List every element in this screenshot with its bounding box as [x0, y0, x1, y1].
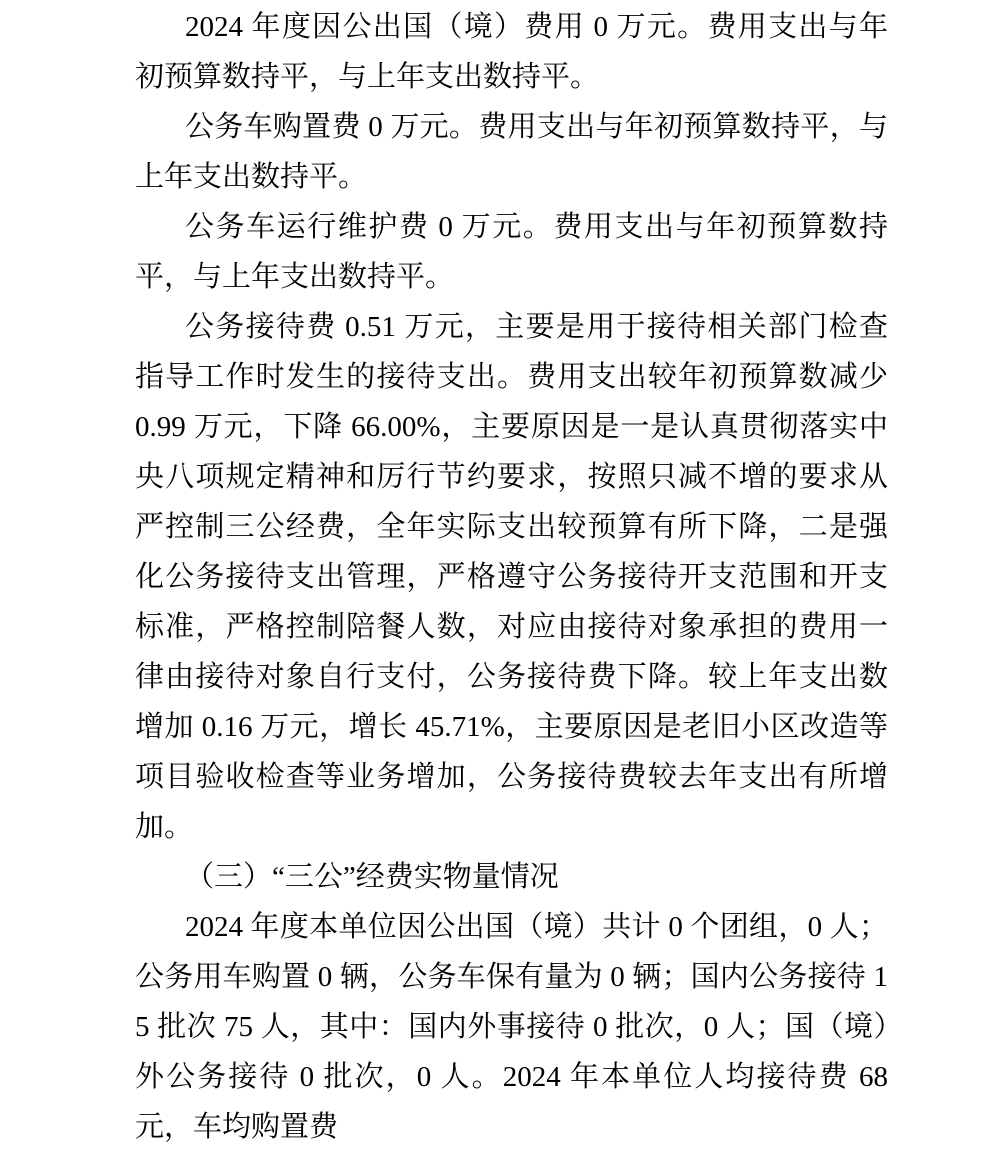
section-heading-physical-quantity: （三）“三公”经费实物量情况	[185, 861, 559, 893]
paragraph-physical-quantity-details: 2024 年度本单位因公出国（境）共计 0 个团组，0 人；公务用车购置 0 辆，公务车保有量为 0 辆；国内公务接待 15 批次 75 人，其中：国内外事接待 0 批次，0 人；国（境）外公务接待 0 批次，0 人。2024 年本单位人均接待费 68 元，车均购置费	[135, 911, 888, 1143]
paragraph-vehicle-purchase-expense: 公务车购置费 0 万元。费用支出与年初预算数持平，与上年支出数持平。	[135, 111, 888, 193]
paragraph-overseas-travel-expense: 2024 年度因公出国（境）费用 0 万元。费用支出与年初预算数持平，与上年支出数持平。	[135, 11, 888, 93]
paragraph-official-reception-expense: 公务接待费 0.51 万元，主要是用于接待相关部门检查指导工作时发生的接待支出。费用支出较年初预算数减少 0.99 万元，下降 66.00%，主要原因是一是认真贯彻落实中央八项规定精神和厉行节约要求，按照只减不增的要求从严控制三公经费，全年实际支出较预算有所下降，二是强化公务接待支出管理，严格遵守公务接待开支范围和开支标准，严格控制陪餐人数，对应由接待对象承担的费用一律由接待对象自行支付，公务接待费下降。较上年支出数增加 0.16 万元，增长 45.71%，主要原因是老旧小区改造等项目验收检查等业务增加，公务接待费较去年支出有所增加。	[135, 311, 888, 843]
paragraph-vehicle-maintenance-expense: 公务车运行维护费 0 万元。费用支出与年初预算数持平，与上年支出数持平。	[135, 211, 888, 293]
